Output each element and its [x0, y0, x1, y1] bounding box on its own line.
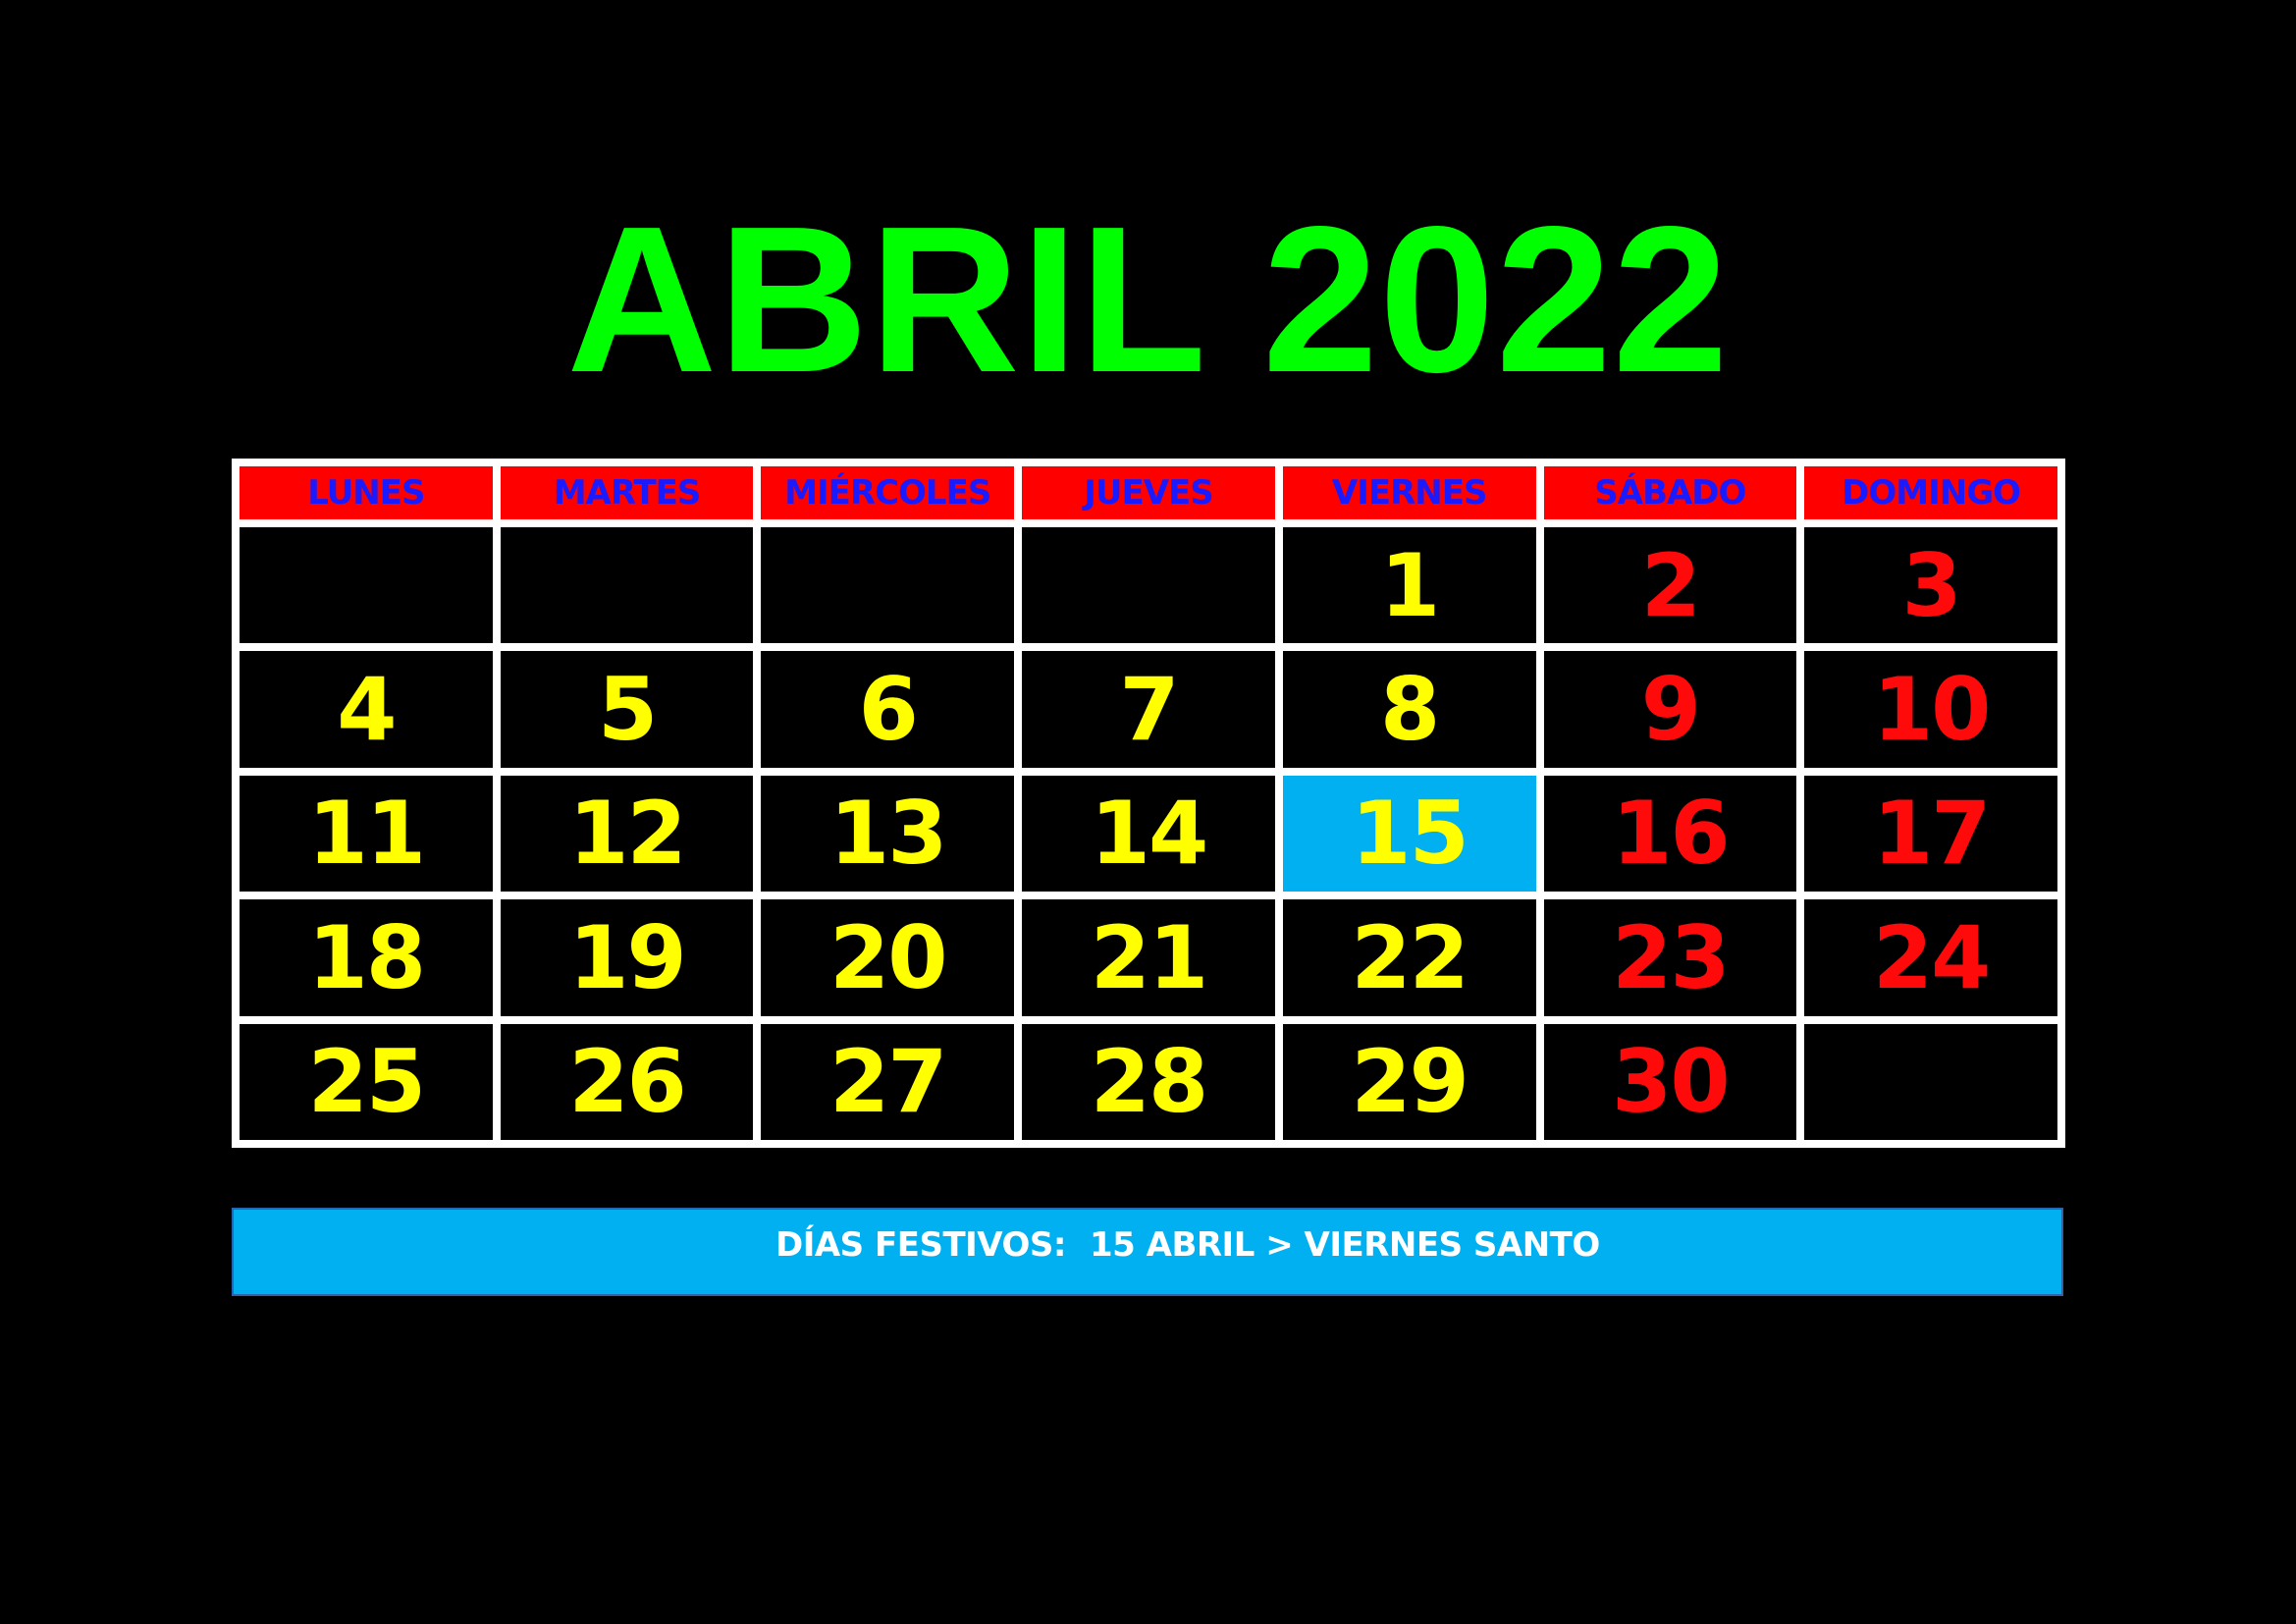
day-cell-7: 7 [1022, 651, 1275, 767]
weekday-header-jueves: JUEVES [1022, 466, 1275, 519]
day-cell-10: 10 [1804, 651, 2057, 767]
holidays-bar [232, 1208, 2063, 1296]
day-cell-14: 14 [1022, 776, 1275, 892]
day-cell-2: 2 [1544, 527, 1797, 643]
week-row-2 [240, 651, 2057, 767]
week-row-1 [240, 527, 2057, 643]
weekday-header-martes: MARTES [501, 466, 754, 519]
week-row-5 [240, 1024, 2057, 1140]
day-cell-empty [501, 527, 754, 643]
day-cell-29: 29 [1283, 1024, 1536, 1140]
day-cell-19: 19 [501, 899, 754, 1015]
day-cell-30: 30 [1544, 1024, 1797, 1140]
day-cell-empty [240, 527, 493, 643]
day-cell-26: 26 [501, 1024, 754, 1140]
day-cell-23: 23 [1544, 899, 1797, 1015]
day-cell-17: 17 [1804, 776, 2057, 892]
day-cell-9: 9 [1544, 651, 1797, 767]
day-cell-20: 20 [761, 899, 1014, 1015]
week-row-4 [240, 899, 2057, 1015]
holiday-entry: 15 ABRIL > VIERNES SANTO [1090, 1225, 1600, 1265]
day-cell-empty [1804, 1024, 2057, 1140]
day-cell-24: 24 [1804, 899, 2057, 1015]
day-cell-21: 21 [1022, 899, 1275, 1015]
day-cell-25: 25 [240, 1024, 493, 1140]
day-cell-28: 28 [1022, 1024, 1275, 1140]
day-cell-22: 22 [1283, 899, 1536, 1015]
day-cell-11: 11 [240, 776, 493, 892]
day-cell-empty [1022, 527, 1275, 643]
weekday-header-viernes: VIERNES [1283, 466, 1536, 519]
calendar-grid [232, 459, 2065, 1148]
day-cell-16: 16 [1544, 776, 1797, 892]
day-cell-4: 4 [240, 651, 493, 767]
weekday-header-lunes: LUNES [240, 466, 493, 519]
day-cell-5: 5 [501, 651, 754, 767]
day-cell-8: 8 [1283, 651, 1536, 767]
weekday-header-row [240, 466, 2057, 519]
weekday-header-sabado: SÁBADO [1544, 466, 1797, 519]
holidays-label: DÍAS FESTIVOS: [775, 1225, 1066, 1265]
day-cell-18: 18 [240, 899, 493, 1015]
calendar-title: ABRIL 2022 [566, 183, 1730, 415]
day-cell-6: 6 [761, 651, 1014, 767]
day-cell-1: 1 [1283, 527, 1536, 643]
day-cell-13: 13 [761, 776, 1014, 892]
weekday-header-domingo: DOMINGO [1804, 466, 2057, 519]
day-cell-3: 3 [1804, 527, 2057, 643]
day-cell-empty [761, 527, 1014, 643]
weekday-header-miercoles: MIÉRCOLES [761, 466, 1014, 519]
day-cell-27: 27 [761, 1024, 1014, 1140]
day-cell-15-holiday: 15 [1283, 776, 1536, 892]
week-row-3 [240, 776, 2057, 892]
day-cell-12: 12 [501, 776, 754, 892]
